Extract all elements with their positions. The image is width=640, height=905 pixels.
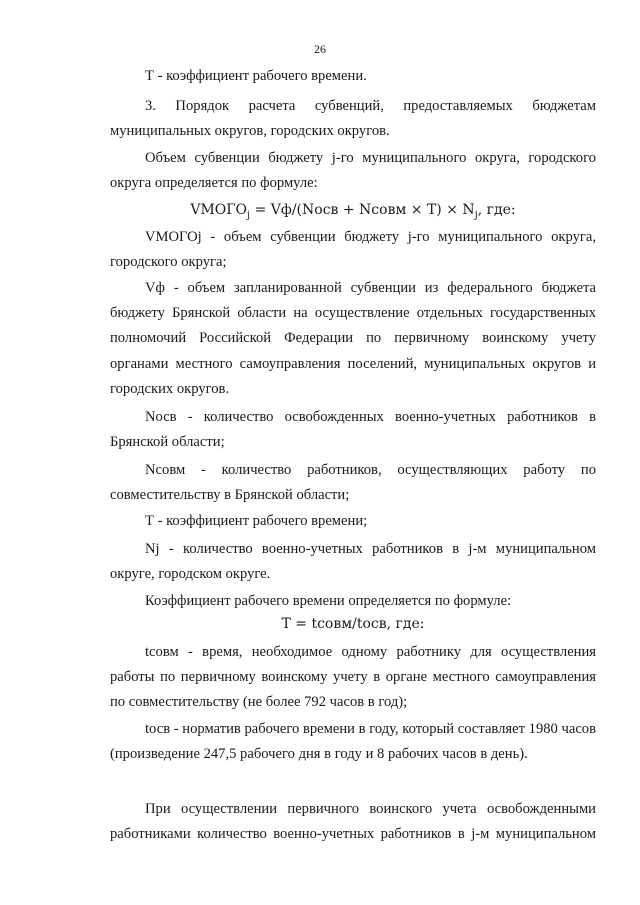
paragraph-3: Объем субвенции бюджету j-го муниципального округа, городского округа определяется по формуле: <box>110 150 596 192</box>
formula-vmogo-sub2: j <box>474 209 478 221</box>
paragraph-1: Т - коэффициент рабочего времени. <box>145 68 367 84</box>
paragraph-vmogo-def: VМОГОj - объем субвенции бюджету j-го муниципального округа, городского округа; <box>110 229 596 271</box>
paragraph-nosv-def: Nосв - количество освобожденных военно-учетных работников в Брянской области; <box>110 409 596 451</box>
formula-vmogo-middle: = Vф/(Nосв + Nсовм × T) × N <box>250 202 475 218</box>
paragraph-nsovm-def: Nсовм - количество работников, осуществляющих работу по совместительству в Брянской области; <box>110 462 596 504</box>
formula-vmogo-main: VМОГО <box>190 202 248 218</box>
paragraph-t-def: Т - коэффициент рабочего времени; <box>145 513 368 529</box>
formula-vmogo-tail: , где: <box>477 202 516 218</box>
page-number: 26 <box>314 42 326 56</box>
paragraph-vf-def: Vф - объем запланированной субвенции из федерального бюджета бюджету Брянской области на осуществление отдельных государственных полномочий Российской Федерации по первичному воинскому учету органами местного самоуправления поселений, муниципальных округов и городских округов. <box>110 280 596 397</box>
paragraph-coef-intro: Коэффициент рабочего времени определяется по формуле: <box>145 593 512 609</box>
paragraph-tsovm-def: tсовм - время, необходимое одному работнику для осуществления работы по первичному воинскому учету в органе местного самоуправления по совместительству (не более 792 часов в год); <box>110 644 596 711</box>
paragraph-2: 3. Порядок расчета субвенций, предоставляемых бюджетам муниципальных округов, городских округов. <box>110 98 596 140</box>
formula-vmogo-sub: j <box>247 209 251 221</box>
paragraph-tosv-def: tосв - норматив рабочего времени в году, который составляет 1980 часов (произведение 247,5 рабочего дня в году и 8 рабочих часов в день). <box>110 721 596 763</box>
paragraph-final: При осуществлении первичного воинского учета освобожденными работниками количество военно-учетных работников в j-м муниципальном <box>110 801 596 843</box>
formula-vmogo <box>110 199 596 221</box>
formula-t: T = tсовм/tосв, где: <box>281 616 425 632</box>
paragraph-nj-def: Nj - количество военно-учетных работников в j-м муниципальном округе, городском округе. <box>110 541 596 583</box>
